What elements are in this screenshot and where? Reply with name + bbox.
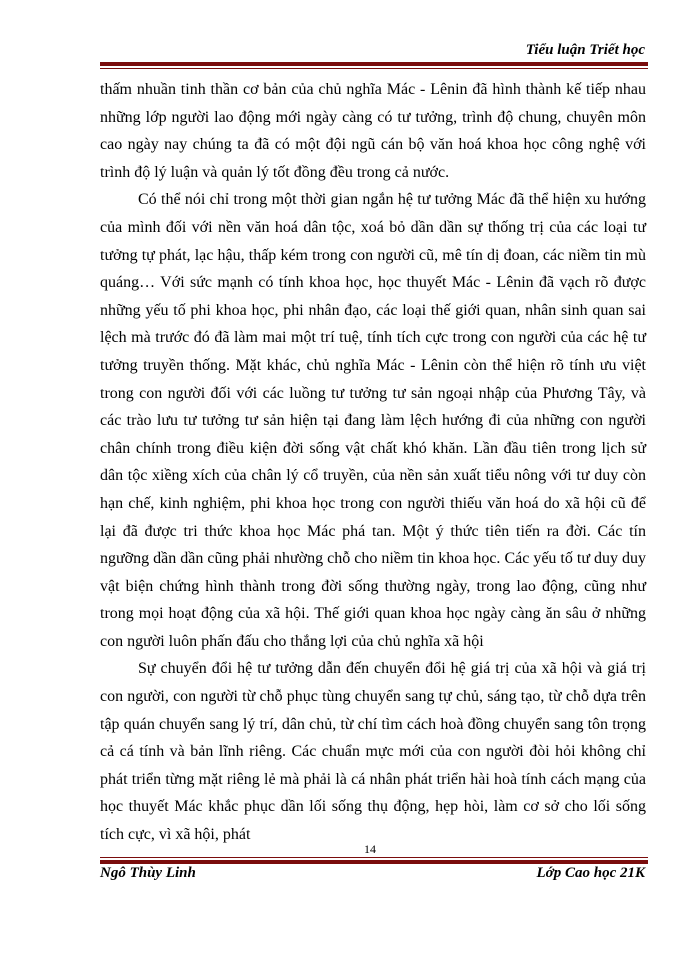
paragraph-1: thấm nhuần tinh thần cơ bản của chủ nghĩa Mác - Lênin đã hình thành kế tiếp nhau những lớp người lao động mới ngày càng có tư tưởng, trình độ chung, chuyên môn cao ngày nay chúng ta đã có một đội ngũ cán bộ văn hoá khoa học công nghệ với trình độ lý luận và quản lý tốt đồng đều trong cả nước.	[100, 81, 646, 181]
header-rule-thin	[100, 68, 648, 69]
footer-rule-thick	[100, 860, 648, 864]
paragraph-3: Sự chuyển đổi hệ tư tưởng dẫn đến chuyển đổi hệ giá trị của xã hội và giá trị con người, con người từ chỗ phục tùng chuyển sang tự chủ, sáng tạo, từ chỗ dựa trên tập quán chuyển sang lý trí, dân chủ, từ chí tìm cách hoà đồng chuyển sang tôn trọng cả cá tính và bản lĩnh riêng. Các chuẩn mực mới của con người đòi hỏi không chỉ phát triển từng mặt riêng lẻ mà phải là cá nhân phát triển hài hoà tính cách mạng của học thuyết Mác khắc phục dần lối sống thụ động, hẹp hòi, làm cơ sở cho lối sống tích cực, vì xã hội, phát	[100, 660, 646, 844]
header-title: Tiểu luận Triết học	[525, 42, 645, 58]
footer-class: Lớp Cao học 21K	[536, 865, 645, 881]
header-rule-thick	[100, 62, 648, 66]
document-body	[100, 76, 646, 849]
page-number: 14	[364, 842, 376, 856]
paragraph-2: Có thể nói chỉ trong một thời gian ngắn hệ tư tưởng Mác đã thể hiện xu hướng của mình đối với nền văn hoá dân tộc, xoá bỏ dần dần sự thống trị của các loại tư tưởng tự phát, lạc hậu, thấp kém trong con người cũ, mê tín dị đoan, các niềm tin mù quáng… Với sức mạnh có tính khoa học, học thuyết Mác - Lênin đã vạch rõ được những yếu tố phi khoa học, phi nhân đạo, các loại thế giới quan, nhân sinh quan sai lệch mà trước đó đã làm mai một trí tuệ, tính tích cực trong con người của các hệ tư tưởng truyền thống. Mặt khác, chủ nghĩa Mác - Lênin còn thể hiện rõ tính ưu việt trong con người đối với các luồng tư tưởng tư sản ngoại nhập của Phương Tây, và các trào lưu tư tưởng tư sản hiện tại đang làm lệch hướng đi của những con người chân chính trong điều kiện đời sống vật chất khó khăn. Lần đầu tiên trong lịch sử dân tộc xiềng xích của chân lý cổ truyền, của nền sản xuất tiểu nông với tư duy còn hạn chế, kinh nghiệm, phi khoa học trong con người thiếu văn hoá do xã hội cũ để lại đã được tri thức khoa học Mác phá tan. Một ý thức tiên tiến ra đời. Các tín ngưỡng dần dần cũng phải nhường chỗ cho niềm tin khoa học. Các yếu tố tư duy duy vật biện chứng hình thành trong đời sống thường ngày, trong lao động, cũng như trong mọi hoạt động của xã hội. Thế giới quan khoa học ngày càng ăn sâu ở những con người luôn phấn đấu cho thắng lợi của chủ nghĩa xã hội	[100, 191, 646, 650]
footer-author: Ngô Thùy Linh	[100, 865, 196, 881]
footer-rule-thin	[100, 857, 648, 858]
